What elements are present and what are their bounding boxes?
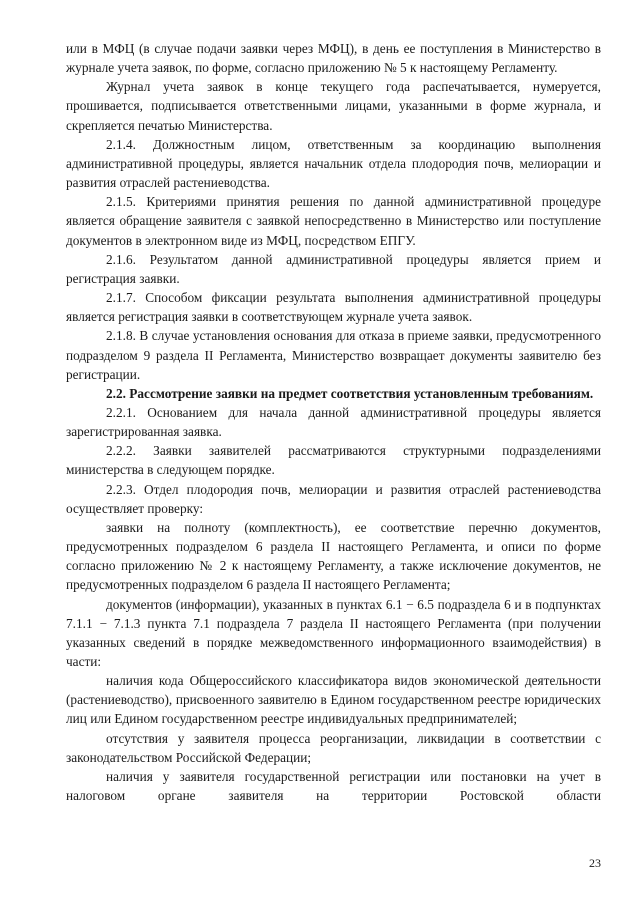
paragraph-2-1-8: 2.1.8. В случае установления основания для отказа в приеме заявки, предусмотренного подразделом 9 раздела II Регламента, Министерство возвращает документы заявителю без регистрации. — [66, 328, 601, 382]
paragraph-no-reorganization: отсутствия у заявителя процесса реорганизации, ликвидации в соответствии с законодательством Российской Федерации; — [66, 730, 601, 765]
paragraph-2-2-2: 2.2.2. Заявки заявителей рассматриваются структурными подразделениями министерства в следующем порядке. — [66, 443, 601, 478]
document-body — [66, 39, 601, 805]
paragraph-tax-registration: наличия у заявителя государственной регистрации или постановки на учет в налоговом органе заявителя на территории Ростовской области — [66, 768, 601, 804]
page-number: 23 — [589, 856, 601, 870]
paragraph-documents-check: документов (информации), указанных в пунктах 6.1 − 6.5 подраздела 6 и в подпунктах 7.1.1 − 7.1.3 пункта 7.1 подраздела 7 раздела II настоящего Регламента (при получении указанных сведений в порядке межведомственного информационного взаимодействия) в части: — [66, 596, 601, 669]
paragraph-okved-code: наличия кода Общероссийского классификатора видов экономической деятельности (растениеводство), присвоенного заявителю в Едином государственном реестре юридических лиц или Едином государственном реестре индивидуальных предпринимателей; — [66, 673, 601, 727]
paragraph-2-1-6: 2.1.6. Результатом данной административной процедуры является прием и регистрация заявки. — [66, 251, 601, 286]
paragraph-journal: Журнал учета заявок в конце текущего года распечатывается, нумеруется, прошивается, подписывается ответственными лицами, указанными в форме журнала, и скрепляется печатью Министерства. — [66, 79, 601, 133]
paragraph-2-1-5: 2.1.5. Критериями принятия решения по данной административной процедуре является обращение заявителя с заявкой непосредственно в Министерство или поступление документов в электронном виде из МФЦ, посредством ЕПГУ. — [66, 194, 601, 248]
paragraph-2-2-1: 2.2.1. Основанием для начала данной административной процедуры является зарегистрированная заявка. — [66, 404, 601, 440]
paragraph-2-1-4: 2.1.4. Должностным лицом, ответственным за координацию выполнения административной процедуры, является начальник отдела плодородия почв, мелиорации и развития отраслей растениеводства. — [66, 136, 601, 191]
paragraph-continuation: или в МФЦ (в случае подачи заявки через МФЦ), в день ее поступления в Министерство в журнале учета заявок, по форме, согласно приложению № 5 к настоящему Регламенту. — [66, 41, 601, 76]
paragraph-2-1-7: 2.1.7. Способом фиксации результата выполнения административной процедуры является регистрация заявки в соответствующем журнале учета заявок. — [66, 290, 601, 325]
paragraph-completeness-check: заявки на полноту (комплектность), ее соответствие перечню документов, предусмотренных подразделом 6 раздела II настоящего Регламента, и описи по форме согласно приложению № 2 к настоящему Регламенту, а также исключение документов, не предусмотренных подразделом 6 раздела II настоящего Регламента; — [66, 519, 601, 593]
section-heading-2-2: 2.2. Рассмотрение заявки на предмет соответствия установленным требованиям. — [106, 385, 594, 401]
paragraph-2-2-3: 2.2.3. Отдел плодородия почв, мелиорации и развития отраслей растениеводства осуществляет проверку: — [66, 481, 601, 516]
